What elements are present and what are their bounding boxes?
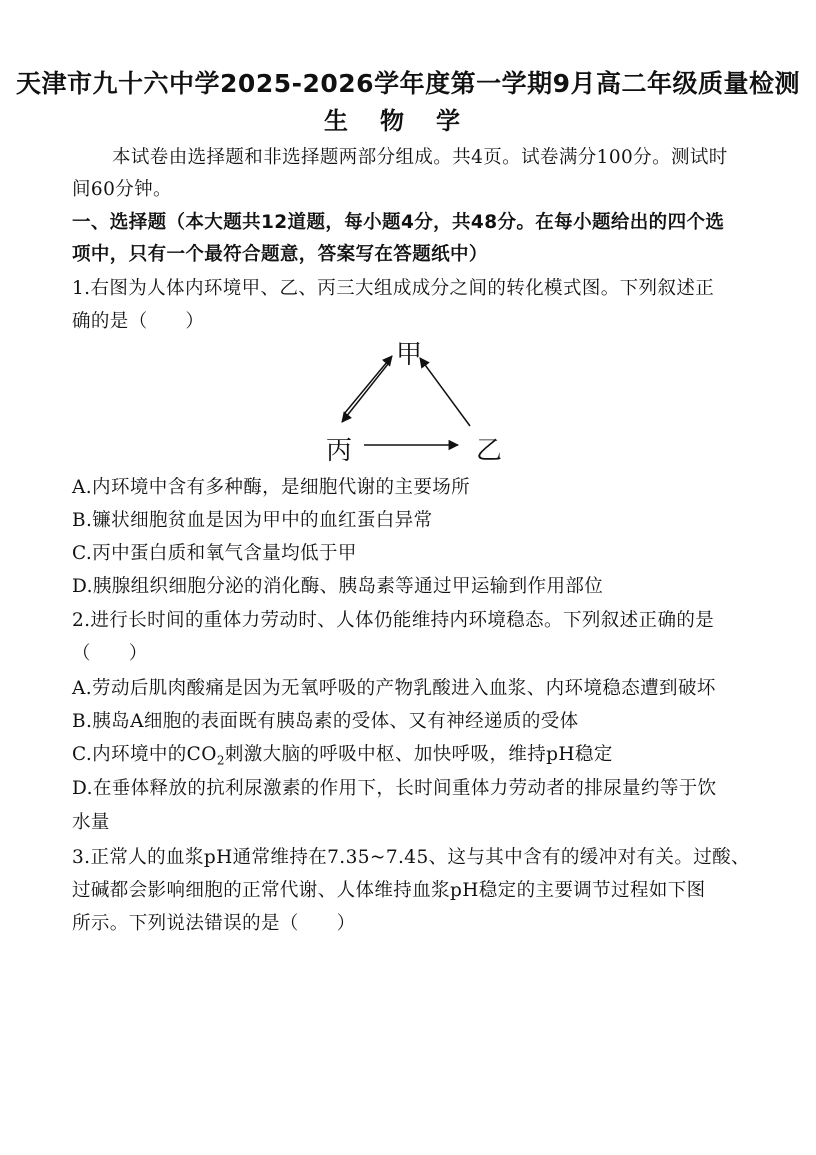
exam-title: 天津市九十六中学2025-2026学年度第一学期9月高二年级质量检测: [16, 69, 800, 98]
arrow-bing-to-jia: [344, 356, 392, 414]
q1-stem-line-2: 确的是（ ）: [72, 311, 205, 332]
q2-option-c-post: 刺激大脑的呼吸中枢、加快呼吸，维持pH稳定: [224, 744, 613, 765]
section-heading-line-2: 项中，只有一个最符合题意，答案写在答题纸中）: [72, 244, 488, 265]
q2-option-b: B.胰岛A细胞的表面既有胰岛素的受体、又有神经递质的受体: [72, 711, 579, 732]
q1-diagram: [320, 334, 510, 464]
q1-option-b: B.镰状细胞贫血是因为甲中的血红蛋白异常: [72, 510, 433, 531]
q2-option-c-pre: C.内环境中的CO: [72, 744, 217, 765]
intro-line-1: 本试卷由选择题和非选择题两部分组成。共4页。试卷满分100分。测试时: [112, 147, 728, 168]
q3-stem-line-2: 过碱都会影响细胞的正常代谢、人体维持血浆pH稳定的主要调节过程如下图: [72, 880, 706, 901]
q1-option-a: A.内环境中含有多种酶，是细胞代谢的主要场所: [72, 477, 471, 498]
arrow-jia-to-bing: [342, 364, 388, 422]
node-jia: 甲: [396, 340, 423, 370]
q2-option-d-line-2: 水量: [72, 812, 110, 833]
node-bing: 丙: [326, 436, 353, 466]
subject-title: 生物学: [324, 107, 492, 135]
q2-stem-line-2: （ ）: [72, 643, 148, 664]
q2-stem-line-1: 2.进行长时间的重体力劳动时、人体仍能维持内环境稳态。下列叙述正确的是: [72, 610, 715, 631]
q2-option-d-line-1: D.在垂体释放的抗利尿激素的作用下，长时间重体力劳动者的排尿量约等于饮: [72, 778, 717, 799]
node-yi: 乙: [476, 436, 503, 466]
q1-stem-line-1: 1.右图为人体内环境甲、乙、丙三大组成成分之间的转化模式图。下列叙述正: [72, 278, 715, 299]
q2-option-c: [72, 743, 762, 773]
q3-stem-line-3: 所示。下列说法错误的是（ ）: [72, 913, 356, 934]
intro-line-2: 间60分钟。: [72, 179, 172, 200]
q3-stem-line-1: 3.正常人的血浆pH通常维持在7.35~7.45、这与其中含有的缓冲对有关。过酸、: [72, 847, 750, 868]
arrow-yi-to-jia: [420, 358, 470, 426]
q1-option-c: C.丙中蛋白质和氧气含量均低于甲: [72, 543, 357, 564]
q1-option-d: D.胰腺组织细胞分泌的消化酶、胰岛素等通过甲运输到作用部位: [72, 576, 604, 597]
q2-option-c-sub: 2: [216, 753, 225, 768]
q2-option-a: A.劳动后肌肉酸痛是因为无氧呼吸的产物乳酸进入血浆、内环境稳态遭到破坏: [72, 678, 716, 699]
section-heading-line-1: 一、选择题（本大题共12道题，每小题4分，共48分。在每小题给出的四个选: [72, 212, 725, 233]
